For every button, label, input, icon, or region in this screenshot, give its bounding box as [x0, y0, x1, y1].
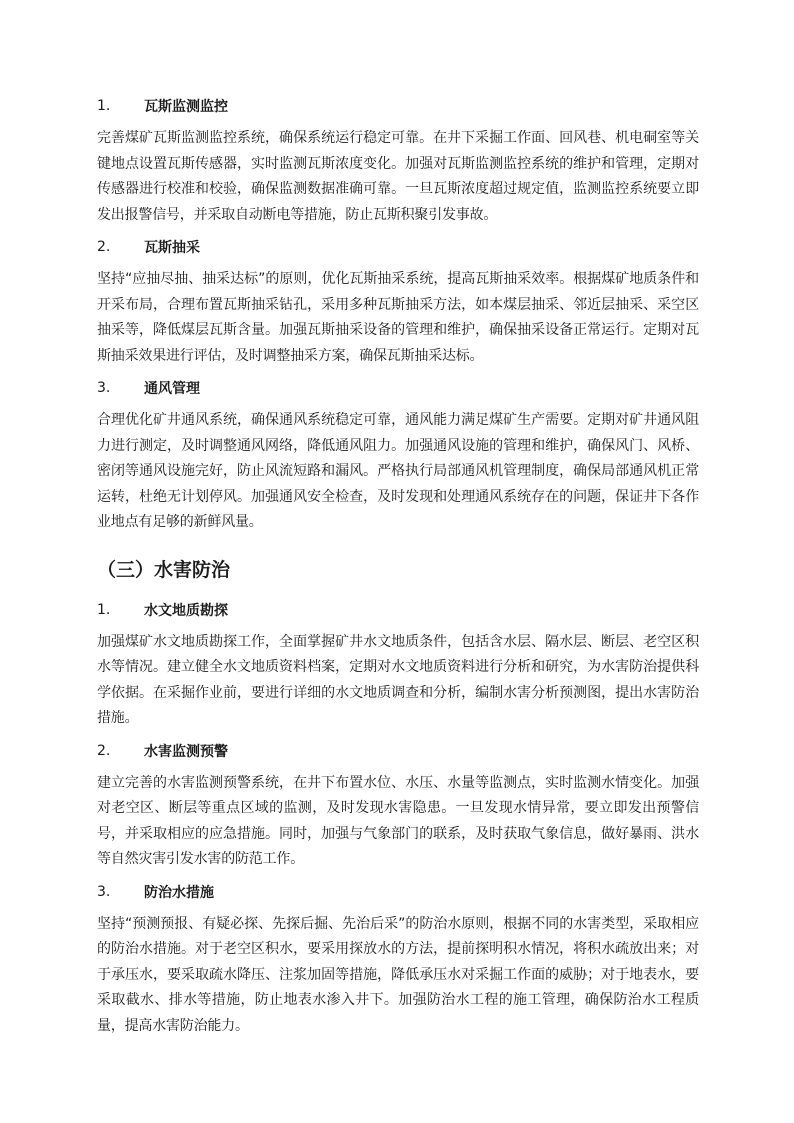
item-heading [97, 95, 699, 117]
item-paragraph: 坚持“预测预报、有疑必探、先探后掘、先治后采”的防治水原则，根据不同的水害类型，采取相应的防治水措施。对于老空区积水，要采用探放水的方法，提前探明积水情况，将积水疏放出来；对于承压水，要采取疏水降压、注浆加固等措施，降低承压水对采掘工作面的威胁；对于地表水，要采取截水、排水等措施，防止地表水渗入井下。加强防治水工程的施工管理，确保防治水工程质量，提高水害防治能力。 [97, 915, 699, 1034]
section-heading: （三）水害防治 [97, 558, 231, 581]
item-heading [97, 881, 699, 903]
item-title: 水害监测预警 [144, 743, 228, 760]
item-heading [97, 377, 699, 399]
ventilation-block [97, 377, 699, 536]
gas-monitoring-block [97, 95, 699, 228]
item-title: 水文地质勘探 [144, 602, 228, 619]
item-heading [97, 599, 699, 621]
item-title: 瓦斯监测监控 [144, 99, 228, 115]
item-number: 2. [97, 742, 111, 759]
item-number: 1. [97, 98, 111, 114]
item-paragraph: 加强煤矿水文地质勘探工作，全面掌握矿井水文地质条件，包括含水层、隔水层、断层、老空区积水等情况。建立健全水文地质资料档案，定期对水文地质资料进行分析和研究，为水害防治提供科学依据。在采掘作业前，要进行详细的水文地质调查和分析，编制水害分析预测图，提出水害防治措施。 [97, 633, 699, 726]
gas-extraction-block [97, 236, 699, 369]
item-paragraph: 合理优化矿井通风系统，确保通风系统稳定可靠，通风能力满足煤矿生产需要。定期对矿井通风阻力进行测定，及时调整通风网络，降低通风阻力。加强通风设施的管理和维护，确保风门、风桥、密闭等通风设施完好，防止风流短路和漏风。严格执行局部通风机管理制度，确保局部通风机正常运转，杜绝无计划停风。加强通风安全检查，及时发现和处理通风系统存在的问题，保证井下各作业地点有足够的新鲜风量。 [97, 412, 699, 530]
item-paragraph: 完善煤矿瓦斯监测监控系统，确保系统运行稳定可靠。在井下采掘工作面、回风巷、机电硐室等关键地点设置瓦斯传感器，实时监测瓦斯浓度变化。加强对瓦斯监测监控系统的维护和管理，定期对传感器进行校准和校验，确保监测数据准确可靠。一旦瓦斯浓度超过规定值，监测监控系统要立即发出报警信号，并采取自动断电等措施，防止瓦斯积聚引发事故。 [97, 130, 699, 223]
item-heading [97, 236, 699, 258]
water-control-block [97, 881, 699, 1040]
item-number: 3. [97, 380, 111, 396]
item-heading [97, 740, 699, 762]
water-monitoring-block [97, 740, 699, 873]
hydrogeology-block [97, 599, 699, 732]
item-title: 瓦斯抽采 [144, 240, 200, 256]
item-number: 1. [97, 601, 111, 618]
item-title: 防治水措施 [144, 884, 214, 901]
item-number: 2. [97, 239, 111, 255]
item-number: 3. [97, 883, 111, 900]
item-title: 通风管理 [144, 381, 200, 397]
item-paragraph: 坚持“应抽尽抽、抽采达标”的原则，优化瓦斯抽采系统，提高瓦斯抽采效率。根据煤矿地质条件和开采布局，合理布置瓦斯抽采钻孔，采用多种瓦斯抽采方法，如本煤层抽采、邻近层抽采、采空区抽采等，降低煤层瓦斯含量。加强瓦斯抽采设备的管理和维护，确保抽采设备正常运行。定期对瓦斯抽采效果进行评估，及时调整抽采方案，确保瓦斯抽采达标。 [97, 271, 699, 364]
item-paragraph: 建立完善的水害监测预警系统，在井下布置水位、水压、水量等监测点，实时监测水情变化。加强对老空区、断层等重点区域的监测，及时发现水害隐患。一旦发现水情异常，要立即发出预警信号，并采取相应的应急措施。同时，加强与气象部门的联系，及时获取气象信息，做好暴雨、洪水等自然灾害引发水害的防范工作。 [97, 774, 699, 867]
document-page [97, 95, 699, 1047]
